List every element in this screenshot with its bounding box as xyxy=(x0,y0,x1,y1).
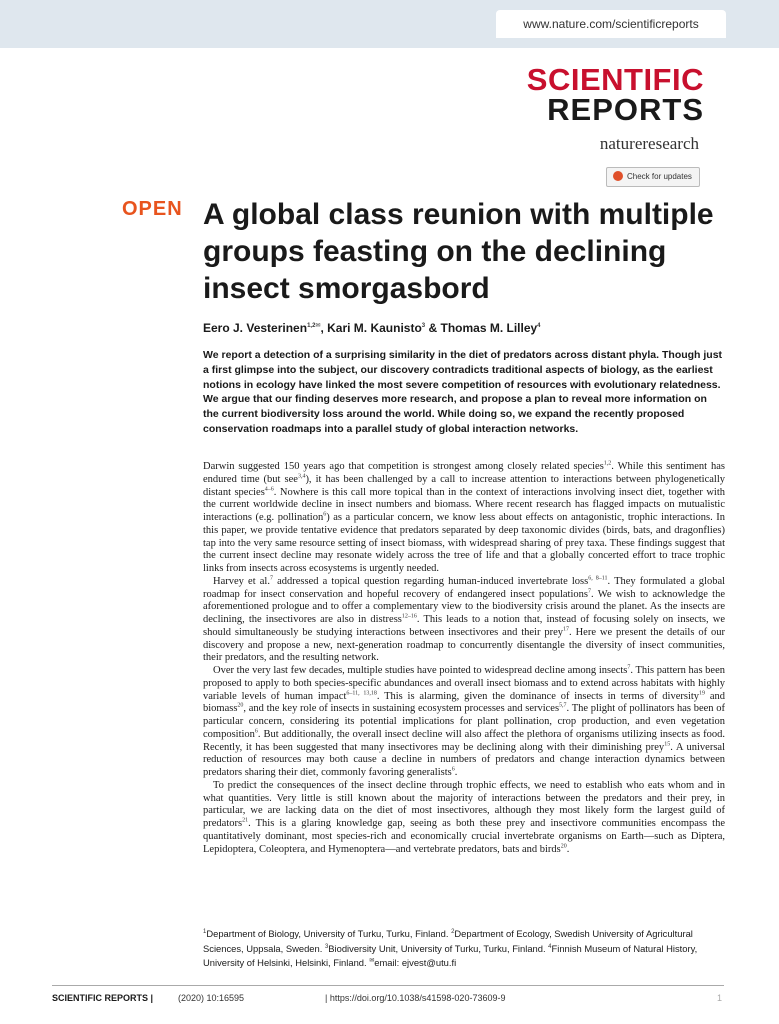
citation-ref[interactable]: 6–11, 13,18 xyxy=(346,690,377,696)
text-run: . xyxy=(454,767,458,778)
citation-ref[interactable]: 6 xyxy=(254,728,258,735)
body-paragraph xyxy=(203,780,725,857)
author-name[interactable]: Thomas M. Lilley xyxy=(440,321,538,335)
author-separator: & xyxy=(425,321,441,335)
citation-ref[interactable]: 4 xyxy=(548,943,552,950)
text-run: ), it has been challenged by a call to increase attention to interactions between phylogenetically distant species xyxy=(203,473,725,498)
footer-journal: SCIENTIFIC REPORTS | xyxy=(52,993,154,1003)
citation-ref[interactable]: 5,7 xyxy=(559,702,567,709)
author-name[interactable]: Kari M. Kaunisto xyxy=(327,321,422,335)
text-run: . We wish to acknowledge the aforementioned prologue and to offer a complementary view to the biodiversity crisis around the planet. As the insects are declining, the insectivores are also in distress xyxy=(203,588,726,625)
text-run: . xyxy=(566,843,570,855)
citation-ref[interactable]: 3,4 xyxy=(297,473,306,480)
author-affiliation-ref: 3 xyxy=(421,323,426,329)
citation-ref[interactable]: 1 xyxy=(203,928,207,935)
citation-ref[interactable]: 7 xyxy=(587,588,591,594)
text-run: . A universal reduction of resources may both cause a decline in numbers of predators and change interaction dynamics between predators sharing their diet, commonly favoring generalists xyxy=(203,741,725,778)
author-affiliation-ref: 4 xyxy=(537,323,541,329)
footer-divider xyxy=(52,985,724,986)
journal-logo-line2: REPORTS xyxy=(547,92,704,127)
citation-ref[interactable]: 6 xyxy=(451,766,455,773)
text-run: Over the very last few decades, multiple studies have pointed to widespread decline among insects xyxy=(213,665,628,676)
text-run: . The plight of pollinators has been of particular concern, considering its potential implications for plant pollination, crop production, and even vegetation composition xyxy=(203,703,725,740)
text-run: . Nowhere is this call more topical than in the context of interactions involving insect diet, together with the current worldwide decline in insect numbers and biomass. Where recent research has flagged impacts on mutualistic interactions (e.g. pollination xyxy=(203,486,725,523)
citation-ref[interactable]: 20 xyxy=(237,702,244,709)
publisher-logo: natureresearch xyxy=(599,134,699,153)
citation-ref[interactable]: 6, 8–11 xyxy=(588,575,608,582)
text-run: To predict the consequences of the insect decline through trophic effects, we need to establish who eats whom and in what quantities. Very little is still known about the majority of interactions between the predators and their prey, in particular, we are lacking data on the diet of most insectivores, although they most likely form the largest guild of predators xyxy=(203,779,725,829)
article-body xyxy=(203,461,725,856)
citation-ref[interactable]: 15 xyxy=(664,741,671,747)
citation-ref[interactable]: 20 xyxy=(560,843,567,849)
author-name[interactable]: Eero J. Vesterinen xyxy=(203,321,308,335)
text-run: ) as a particular concern, we know less about effects on antagonistic, trophic interactions. In this paper, we provide tentative evidence that predators separated by deep taxonomic divides (birds, bats, and dragonflies) tap into the very same resource setting of insect biomass, with widespread sharing of prey taxa. These findings suggest that the current insect decline may resonate widely across the tree of life and that a globally concerted effort to trace trophic links from insects across ecosystems is urgently needed. xyxy=(203,512,725,574)
text-run: and biomass xyxy=(203,690,725,715)
text-run: Department of Biology, University of Turku, Turku, Finland. xyxy=(206,928,452,939)
text-run: . While this sentiment has endured time (but see xyxy=(203,461,725,485)
text-run: . This is a glaring knowledge gap, seeing as both these prey and insectivore communities encompass the quantitatively dominant, most species-rich and economically crucial invertebrate organisms on Earth—such as Diptera, Lepidoptera, Coleoptera, and Hymenoptera—and vertebrate predators, bats and birds xyxy=(203,818,725,855)
text-run: . They formulated a global roadmap for insect conservation and hopeful recovery of endangered insect populations xyxy=(203,575,726,600)
citation-ref[interactable]: 17 xyxy=(563,626,570,633)
citation-ref[interactable]: 3 xyxy=(324,943,329,950)
update-icon xyxy=(613,171,623,181)
footer-doi-link[interactable]: | https://doi.org/10.1038/s41598-020-73609-9 xyxy=(325,993,506,1003)
text-run: . This pattern has been proposed to apply to both species-specific abundances and overall insect biomass and to extend across habitats with highly variable levels of human impact xyxy=(203,665,725,702)
citation-ref[interactable]: 4–6 xyxy=(264,486,274,492)
citation-ref[interactable]: 12–16 xyxy=(401,613,417,620)
author-separator: , xyxy=(320,321,328,335)
article-title: A global class reunion with multiple groups feasting on the declining insect smorgasbord xyxy=(203,198,714,305)
body-paragraph xyxy=(203,461,725,576)
footer-citation: (2020) 10:16595 xyxy=(178,993,245,1003)
citation-ref[interactable]: ✉ xyxy=(369,957,375,964)
text-run: Darwin suggested 150 years ago that competition is strongest among closely related species xyxy=(203,461,604,472)
text-run: . This leads to a notion that, instead of focusing solely on insects, we should simultaneously be studying interactions between insectivores and their prey xyxy=(203,614,725,638)
citation-ref[interactable]: 7 xyxy=(269,575,273,582)
text-run: Harvey et al. xyxy=(213,575,270,587)
citation-ref[interactable]: 7 xyxy=(627,664,631,671)
text-run: Department of Ecology, Swedish University of Agricultural Sciences, Uppsala, Sweden. xyxy=(203,928,693,954)
citation-ref[interactable]: 6 xyxy=(323,511,327,518)
open-access-label: OPEN xyxy=(122,198,183,220)
citation-ref[interactable]: 2 xyxy=(451,928,455,935)
abstract: We report a detection of a surprising similarity in the diet of predators across distant phyla. Though just a first glimpse into the subject, our discovery contradicts traditional aspects of biology, as the earliest notions in ecology have linked the most severe competition of resources with evolutionary relatedness. We argue that our finding deserves more research, and propose a plan to reveal more information on the current biodiversity loss around the world. While doing so, we expand the recently proposed conservation roadmaps into a parallel study of global interaction networks. xyxy=(203,349,723,435)
journal-url-link[interactable]: www.nature.com/scientificreports xyxy=(496,10,726,38)
text-run: , and the key role of insects in sustaining ecosystem processes and services xyxy=(243,703,560,715)
body-paragraph xyxy=(203,665,725,780)
check-updates-label: Check for updates xyxy=(627,172,692,181)
affiliations xyxy=(203,927,728,971)
page-number: 1 xyxy=(717,993,723,1003)
author-affiliation-ref: 1,2✉ xyxy=(307,323,321,329)
author-list xyxy=(203,321,743,335)
citation-ref[interactable]: 1,2 xyxy=(603,460,612,467)
check-updates-button[interactable] xyxy=(606,167,700,187)
text-run: email: ejvest@utu.fi xyxy=(374,957,457,968)
citation-ref[interactable]: 19 xyxy=(699,690,706,696)
text-run: . This is alarming, given the dominance of insects in terms of diversity xyxy=(376,690,700,702)
citation-ref[interactable]: 21 xyxy=(242,817,249,824)
text-run: Finnish Museum of Natural History, University of Helsinki, Helsinki, Finland. xyxy=(203,942,698,968)
text-run: . Here we present the details of our discovery and propose a new, next-generation roadmap to concurrently disentangle the diversity of insect communities, their predators, and the resulting network. xyxy=(203,626,725,664)
text-run: addressed a topical question regarding human-induced invertebrate loss xyxy=(272,575,589,587)
text-run: Biodiversity Unit, University of Turku, Turku, Finland. xyxy=(328,942,549,954)
body-paragraph xyxy=(203,576,725,665)
text-run: . But additionally, the overall insect decline will also affect the plethora of organisms utilizing insects as food. Recently, it has been suggested that many insectivores may be declining along with their diminishing prey xyxy=(203,728,725,753)
journal-logo-line1: SCIENTIFIC xyxy=(526,62,704,97)
